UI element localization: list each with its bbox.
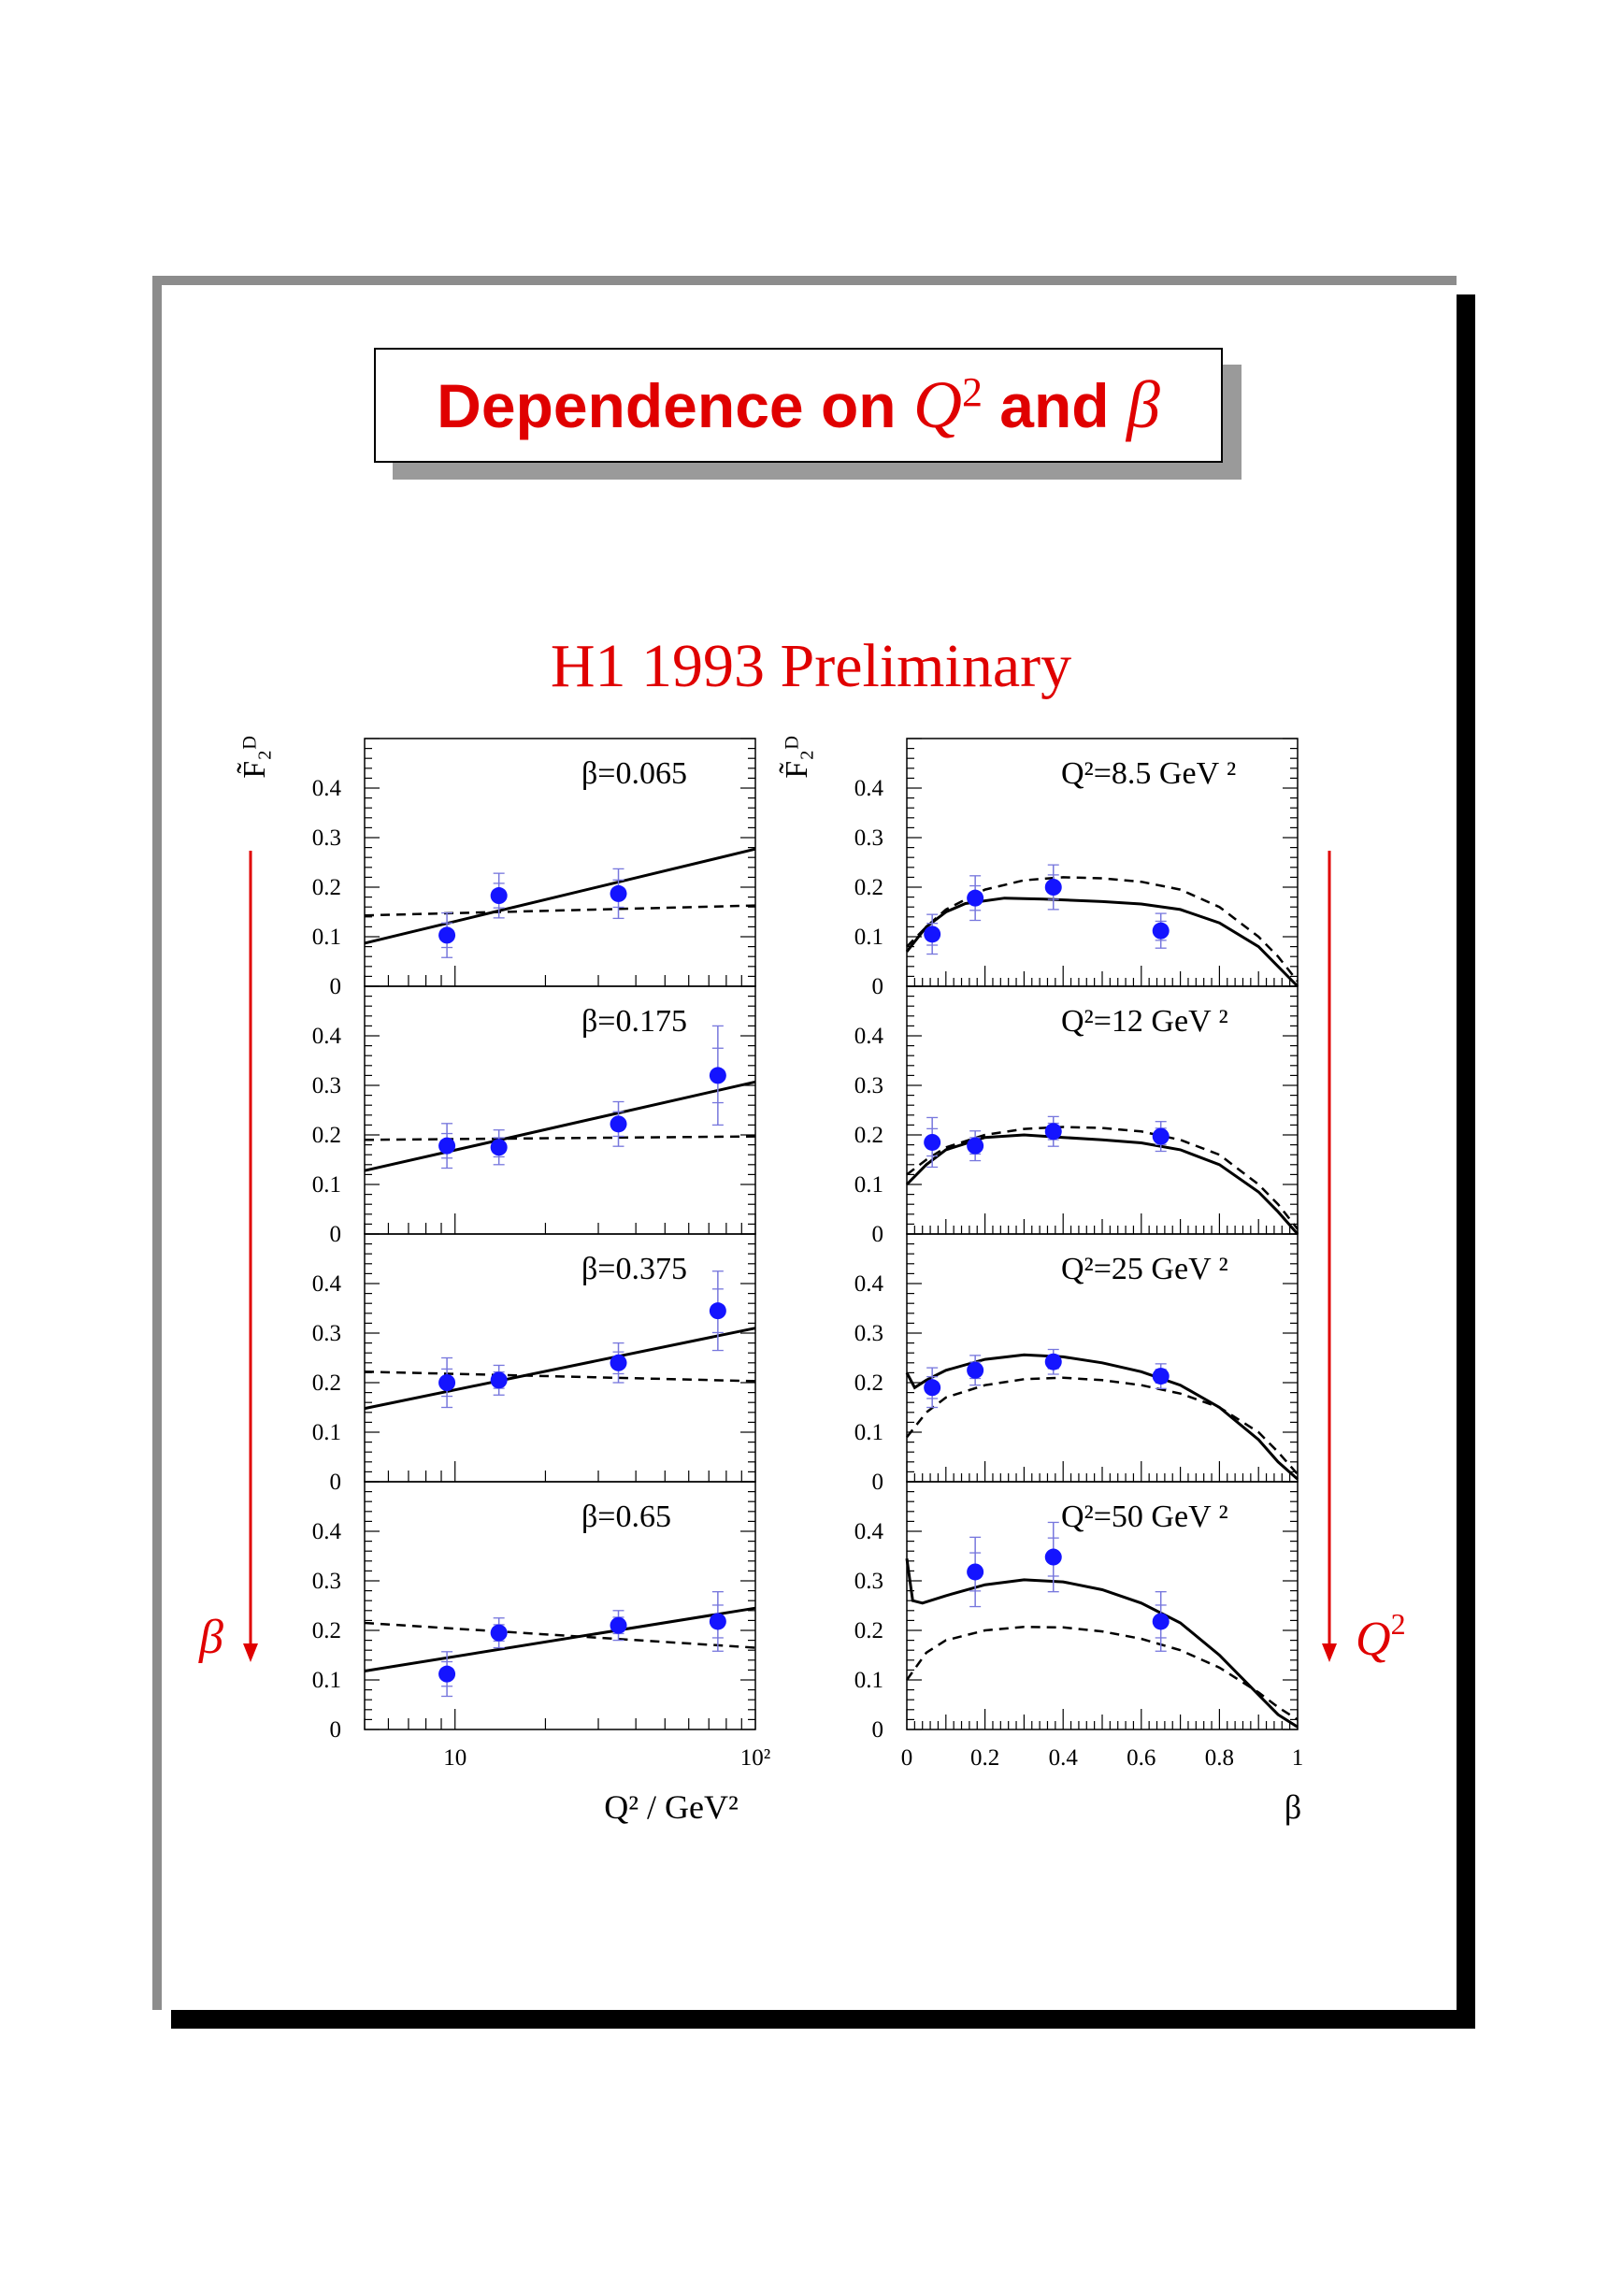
panel-frame	[365, 1234, 755, 1482]
solid-curve	[907, 1558, 1298, 1727]
panel-4	[854, 1482, 1298, 1743]
y-tick-label: 0.4	[854, 1519, 883, 1544]
x-tick-label: 0.4	[1048, 1745, 1078, 1771]
title-q-exponent: 2	[961, 369, 983, 415]
y-axis-label: F̃₂ᴰ	[237, 736, 272, 779]
data-point	[710, 1067, 726, 1083]
data-point	[1045, 1123, 1062, 1140]
x-tick-label: 0.8	[1204, 1745, 1235, 1771]
dashed-curve	[907, 1378, 1298, 1474]
dashed-curve	[365, 1371, 755, 1381]
right-chart	[778, 736, 1303, 1826]
y-tick-label: 0.3	[311, 1569, 341, 1594]
panel-1	[312, 739, 755, 999]
y-tick-label: 0.1	[311, 1420, 341, 1445]
data-point	[610, 885, 627, 902]
y-tick-label: 0.4	[854, 1271, 883, 1297]
x-tick-label: 10²	[739, 1745, 771, 1771]
dashed-curve	[365, 1137, 755, 1141]
dashed-curve	[365, 1623, 755, 1648]
data-point	[967, 1563, 983, 1580]
y-tick-label: 0.1	[311, 925, 341, 950]
data-point	[924, 1134, 940, 1151]
beta-arrow-head	[243, 1643, 258, 1662]
y-tick-label: 0.1	[854, 1420, 883, 1445]
data-point	[1045, 879, 1062, 896]
data-point	[491, 1139, 508, 1155]
y-tick-label: 0.3	[311, 1321, 341, 1346]
data-point	[491, 887, 508, 904]
panel-label: β=0.65	[581, 1500, 671, 1534]
x-tick-label: 1	[1291, 1745, 1304, 1771]
y-tick-label: 0	[329, 1470, 341, 1495]
y-tick-label: 0.1	[311, 1172, 341, 1198]
y-tick-label: 0.3	[854, 1321, 883, 1346]
y-tick-label: 0.4	[311, 776, 341, 801]
data-point	[1045, 1549, 1062, 1566]
q2-arrow-head	[1322, 1643, 1337, 1662]
dashed-curve	[907, 877, 1298, 981]
panel-3	[854, 1234, 1298, 1495]
panel-1	[854, 739, 1298, 999]
y-tick-label: 0.4	[311, 1024, 341, 1049]
y-tick-label: 0.2	[311, 875, 341, 900]
y-tick-label: 0.3	[311, 825, 341, 851]
panel-frame	[365, 1482, 755, 1729]
y-tick-label: 0.2	[311, 1123, 341, 1148]
y-tick-label: 0	[871, 1470, 883, 1495]
data-point	[438, 1666, 455, 1683]
figure-subtitle: H1 1993 Preliminary	[550, 632, 1072, 700]
q2-arrow-label	[1356, 1607, 1406, 1666]
y-tick-label: 0.2	[854, 875, 883, 900]
data-point	[1153, 923, 1170, 940]
data-point	[491, 1371, 508, 1388]
x-axis-label: β	[1284, 1788, 1302, 1826]
data-point	[710, 1613, 726, 1629]
panel-2	[312, 986, 755, 1247]
x-tick-label: 0	[900, 1745, 913, 1771]
title-text-1: Dependence on	[437, 371, 897, 440]
data-point	[610, 1115, 627, 1132]
y-tick-label: 0.4	[854, 1024, 883, 1049]
data-point	[924, 1379, 940, 1396]
solid-curve	[365, 849, 755, 943]
data-point	[967, 1362, 983, 1379]
y-tick-label: 0.1	[854, 925, 883, 950]
y-tick-label: 0.3	[311, 1073, 341, 1098]
x-axis-label: Q² / GeV²	[604, 1788, 739, 1826]
y-tick-label: 0.1	[311, 1668, 341, 1693]
title-beta-variable: β	[1126, 367, 1160, 442]
panel-label: Q²=12 GeV ²	[1061, 1004, 1228, 1039]
y-tick-label: 0	[871, 974, 883, 999]
y-tick-label: 0	[329, 1222, 341, 1247]
panel-frame	[365, 986, 755, 1234]
panel-label: β=0.065	[581, 756, 687, 791]
y-tick-label: 0.1	[854, 1172, 883, 1198]
y-tick-label: 0.2	[854, 1370, 883, 1396]
y-tick-label: 0.2	[311, 1618, 341, 1643]
data-point	[438, 1138, 455, 1155]
q2-arrow	[1322, 851, 1406, 1666]
panel-label: β=0.375	[581, 1252, 687, 1286]
y-tick-label: 0.2	[854, 1618, 883, 1643]
q2-arrow-letter: Q	[1356, 1613, 1391, 1666]
panel-label: Q²=25 GeV ²	[1061, 1252, 1228, 1286]
y-tick-label: 0.4	[311, 1519, 341, 1544]
y-tick-label: 0.1	[854, 1668, 883, 1693]
y-tick-label: 0.3	[854, 1569, 883, 1594]
x-tick-label: 0.6	[1127, 1745, 1156, 1771]
data-point	[438, 926, 455, 943]
y-tick-label: 0.2	[311, 1370, 341, 1396]
panel-3	[312, 1234, 755, 1495]
beta-arrow-label: β	[199, 1611, 223, 1664]
panel-4	[312, 1482, 755, 1743]
solid-curve	[365, 1328, 755, 1409]
x-tick-label: 10	[443, 1745, 467, 1771]
y-tick-label: 0	[329, 1717, 341, 1743]
data-point	[1153, 1613, 1170, 1629]
y-tick-label: 0.4	[311, 1271, 341, 1297]
data-point	[438, 1374, 455, 1391]
y-tick-label: 0	[871, 1222, 883, 1247]
data-point	[1153, 1368, 1170, 1385]
q2-arrow-exponent: 2	[1390, 1607, 1406, 1641]
left-chart	[236, 736, 770, 1826]
solid-curve	[907, 1355, 1298, 1479]
y-tick-label: 0.3	[854, 825, 883, 851]
data-point	[1153, 1128, 1170, 1145]
data-point	[924, 926, 940, 942]
solid-curve	[365, 1082, 755, 1170]
y-tick-label: 0.2	[854, 1123, 883, 1148]
title-text-2: and	[999, 371, 1110, 440]
data-point	[610, 1617, 627, 1634]
dashed-curve	[365, 906, 755, 916]
y-axis-label: F̃₂ᴰ	[780, 736, 814, 779]
panel-2	[854, 986, 1298, 1247]
y-tick-label: 0.3	[854, 1073, 883, 1098]
data-point	[967, 890, 983, 907]
data-point	[1045, 1354, 1062, 1370]
panel-label: Q²=50 GeV ²	[1061, 1500, 1228, 1534]
panel-label: Q²=8.5 GeV ²	[1061, 756, 1237, 791]
data-point	[710, 1302, 726, 1319]
solid-curve	[365, 1608, 755, 1671]
data-point	[610, 1355, 627, 1371]
panel-label: β=0.175	[581, 1004, 687, 1039]
data-point	[491, 1625, 508, 1642]
data-point	[967, 1138, 983, 1155]
y-tick-label: 0.4	[854, 776, 883, 801]
x-tick-label: 0.2	[969, 1745, 1000, 1771]
beta-arrow	[198, 851, 258, 1664]
y-tick-label: 0	[329, 974, 341, 999]
title-q-variable: Q	[912, 367, 962, 442]
y-tick-label: 0	[871, 1717, 883, 1743]
